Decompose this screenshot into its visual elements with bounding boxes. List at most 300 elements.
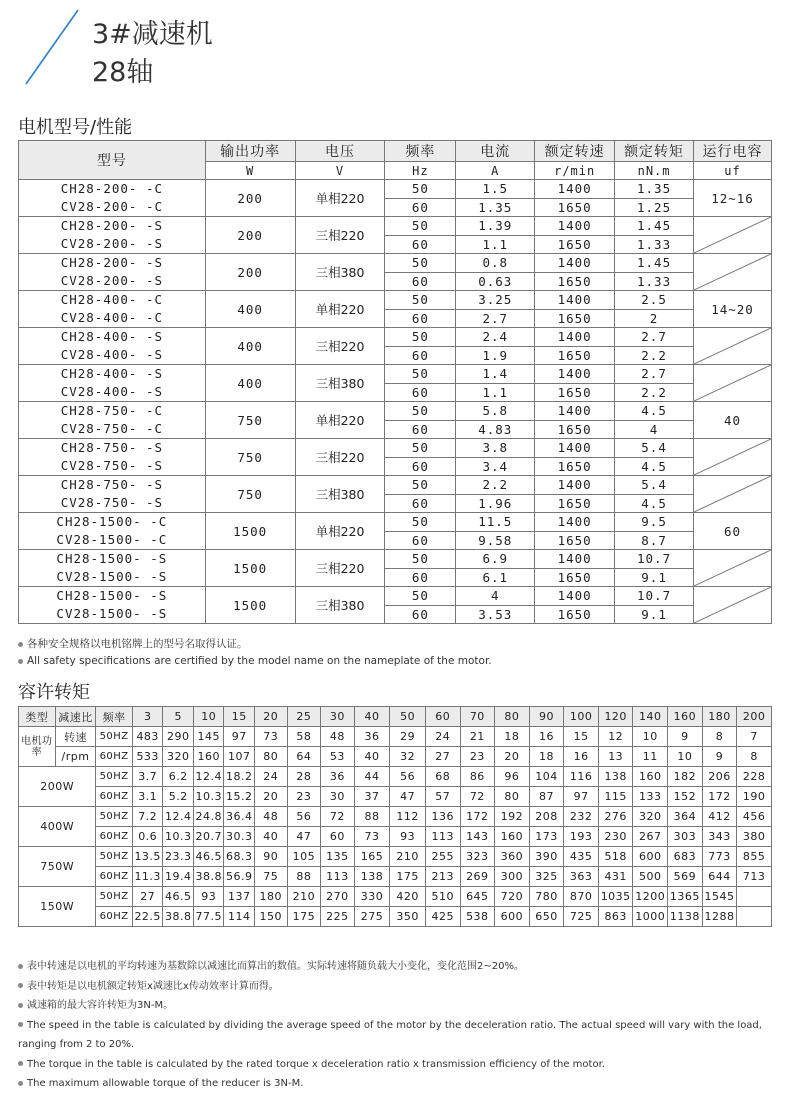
value-cell: 1.9 <box>456 346 535 365</box>
torque-value: 19.4 <box>163 867 194 887</box>
torque-row <box>19 827 772 847</box>
value-cell: 1.1 <box>456 383 535 402</box>
bullet-icon <box>18 964 23 969</box>
value-cell: 60 <box>385 383 456 402</box>
value-cell: 1650 <box>535 272 615 291</box>
torque-value: 68.3 <box>224 847 255 867</box>
torque-value: 3.1 <box>132 787 163 807</box>
model-name: CV28-200- -C <box>60 199 163 214</box>
torque-value: 37 <box>354 787 390 807</box>
torque-value: 255 <box>425 847 460 867</box>
speed-label: 转速 <box>55 727 96 747</box>
torque-value: 88 <box>287 867 321 887</box>
torque-value: 3.7 <box>132 767 163 787</box>
torque-value: 228 <box>737 767 772 787</box>
torque-value: 510 <box>425 887 460 907</box>
value-cell: 1650 <box>535 383 615 402</box>
torque-value: 10.3 <box>163 827 194 847</box>
value-cell: 2.7 <box>615 328 694 347</box>
value-cell: 60 <box>385 272 456 291</box>
value-cell: 1400 <box>535 328 615 347</box>
speed-value: 533 <box>132 747 163 767</box>
page-title: 3#减速机 <box>92 19 213 50</box>
torque-value: 38.8 <box>193 867 224 887</box>
ratio-cell: 50 <box>390 707 426 727</box>
allowable-torque-table <box>18 706 772 927</box>
unit-cell: Hz <box>385 162 456 180</box>
value-cell: 1.33 <box>615 272 694 291</box>
value-cell: 1400 <box>535 587 615 606</box>
speed-value: 97 <box>224 727 255 747</box>
value-cell: 4 <box>456 587 535 606</box>
bullet-icon <box>18 983 23 988</box>
value-cell: 3.8 <box>456 439 535 458</box>
ratio-cell: 70 <box>460 707 495 727</box>
value-cell: 1.1 <box>456 235 535 254</box>
value-cell: 50 <box>385 365 456 384</box>
speed-value: 16 <box>529 727 564 747</box>
note-item: 表中转速是以电机的平均转速为基数除以减速比而算出的数值。实际转速将随负载大小变化，变化范围2~20%。 <box>18 957 800 977</box>
torque-value: 780 <box>529 887 564 907</box>
speed-value: 80 <box>255 747 288 767</box>
speed-value: 483 <box>132 727 163 747</box>
value-cell: 1650 <box>535 494 615 513</box>
ratio-cell: 100 <box>564 707 599 727</box>
speed-value: 32 <box>390 747 426 767</box>
capacitor-na-cell <box>694 217 772 254</box>
torque-value: 350 <box>390 907 426 927</box>
model-name: CV28-200- -S <box>60 273 163 288</box>
speed-value: 24 <box>425 727 460 747</box>
torque-value: 275 <box>354 907 390 927</box>
capacitor-cell: 14~20 <box>694 291 772 328</box>
power-cell: 200 <box>205 254 295 291</box>
model-cell <box>19 291 206 328</box>
value-cell: 50 <box>385 439 456 458</box>
torque-value: 113 <box>321 867 355 887</box>
torque-value: 56 <box>287 807 321 827</box>
torque-value: 44 <box>354 767 390 787</box>
diagonal-line-icon <box>694 439 771 475</box>
model-cell <box>19 254 206 291</box>
value-cell: 4.83 <box>456 420 535 439</box>
torque-value: 56.9 <box>224 867 255 887</box>
torque-value: 104 <box>529 767 564 787</box>
power-cell: 1500 <box>205 513 295 550</box>
value-cell: 1650 <box>535 198 615 217</box>
torque-value <box>737 907 772 927</box>
value-cell: 1400 <box>535 217 615 236</box>
torque-value: 364 <box>668 807 703 827</box>
ratio-cell: 160 <box>668 707 703 727</box>
torque-value: 538 <box>460 907 495 927</box>
header-cell: 额定转矩 <box>615 141 694 162</box>
voltage-cell: 单相220 <box>295 513 385 550</box>
ratio-cell: 120 <box>598 707 633 727</box>
speed-row <box>19 747 772 767</box>
power-cell: 400 <box>205 328 295 365</box>
ratio-cell: 200 <box>737 707 772 727</box>
speed-value: 18 <box>529 747 564 767</box>
freq-cell: 50HZ <box>96 847 133 867</box>
value-cell: 3.4 <box>456 457 535 476</box>
value-cell: 6.9 <box>456 550 535 569</box>
capacitor-na-cell <box>694 587 772 624</box>
speed-value: 10 <box>668 747 703 767</box>
power-cell: 750 <box>205 402 295 439</box>
bullet-icon <box>18 1022 23 1027</box>
speed-value: 320 <box>163 747 194 767</box>
model-name: CH28-1500- -S <box>56 588 168 603</box>
freq-cell: 60HZ <box>96 867 133 887</box>
ratio-cell: 15 <box>224 707 255 727</box>
value-cell: 4 <box>615 420 694 439</box>
torque-value: 72 <box>460 787 495 807</box>
torque-value: 15.2 <box>224 787 255 807</box>
torque-value: 143 <box>460 827 495 847</box>
model-cell <box>19 476 206 513</box>
torque-value: 645 <box>460 887 495 907</box>
header-cell: 频率 <box>385 141 456 162</box>
model-name: CH28-400- -C <box>60 292 163 307</box>
torque-value: 86 <box>460 767 495 787</box>
header-ratio: 减速比 <box>55 707 96 727</box>
speed-value: 27 <box>425 747 460 767</box>
torque-value: 175 <box>390 867 426 887</box>
value-cell: 2.4 <box>456 328 535 347</box>
speed-value: 15 <box>564 727 599 747</box>
value-cell: 9.58 <box>456 531 535 550</box>
torque-value: 133 <box>633 787 668 807</box>
torque-value: 6.2 <box>163 767 194 787</box>
torque-value: 303 <box>668 827 703 847</box>
torque-value: 180 <box>255 887 288 907</box>
capacitor-na-cell <box>694 365 772 402</box>
torque-value: 323 <box>460 847 495 867</box>
torque-value: 137 <box>224 887 255 907</box>
speed-value: 36 <box>354 727 390 747</box>
capacitor-na-cell <box>694 328 772 365</box>
torque-value: 269 <box>460 867 495 887</box>
value-cell: 50 <box>385 476 456 495</box>
torque-value: 773 <box>702 847 737 867</box>
capacitor-cell: 40 <box>694 402 772 439</box>
torque-value: 160 <box>633 767 668 787</box>
torque-value: 420 <box>390 887 426 907</box>
torque-value: 90 <box>255 847 288 867</box>
freq-cell: 60HZ <box>96 787 133 807</box>
model-name: CV28-750- -C <box>60 421 163 436</box>
speed-value: 11 <box>633 747 668 767</box>
motor-spec-table <box>18 140 772 624</box>
torque-row <box>19 847 772 867</box>
power-cell: 1500 <box>205 550 295 587</box>
torque-value: 360 <box>495 847 530 867</box>
value-cell: 1650 <box>535 420 615 439</box>
model-name: CV28-400- -C <box>60 310 163 325</box>
torque-value: 270 <box>321 887 355 907</box>
unit-cell: A <box>456 162 535 180</box>
torque-value: 36.4 <box>224 807 255 827</box>
note-item: The torque in the table is calculated by the rated torque x deceleration ratio x transmission efficiency of the motor. <box>18 1055 800 1075</box>
power-cell: 750 <box>205 476 295 513</box>
torque-value: 225 <box>321 907 355 927</box>
unit-cell: V <box>295 162 385 180</box>
voltage-cell: 三相220 <box>295 217 385 254</box>
torque-value: 165 <box>354 847 390 867</box>
torque-value: 267 <box>633 827 668 847</box>
power-group-label: 750W <box>19 847 96 887</box>
value-cell: 1.33 <box>615 235 694 254</box>
ratio-cell: 60 <box>425 707 460 727</box>
diagonal-line-icon <box>694 254 771 290</box>
model-name: CV28-1500- -S <box>56 606 168 621</box>
spec-row <box>19 439 772 458</box>
value-cell: 1.35 <box>456 198 535 217</box>
speed-value: 7 <box>737 727 772 747</box>
torque-value: 1545 <box>702 887 737 907</box>
torque-value: 135 <box>321 847 355 867</box>
torque-value: 213 <box>425 867 460 887</box>
torque-value: 88 <box>354 807 390 827</box>
model-name: CH28-1500- -S <box>56 551 168 566</box>
torque-value: 40 <box>255 827 288 847</box>
value-cell: 2.7 <box>456 309 535 328</box>
torque-value: 23 <box>287 787 321 807</box>
model-name: CH28-200- -S <box>60 218 163 233</box>
power-cell: 400 <box>205 291 295 328</box>
value-cell: 4.5 <box>615 494 694 513</box>
note-item: All safety specifications are certified by the model name on the nameplate of the motor. <box>18 653 492 670</box>
torque-value: 1000 <box>633 907 668 927</box>
torque-row <box>19 767 772 787</box>
torque-value: 330 <box>354 887 390 907</box>
value-cell: 1.45 <box>615 217 694 236</box>
speed-value: 58 <box>287 727 321 747</box>
value-cell: 1.39 <box>456 217 535 236</box>
torque-value: 20 <box>255 787 288 807</box>
value-cell: 1.25 <box>615 198 694 217</box>
value-cell: 1400 <box>535 439 615 458</box>
torque-value: 412 <box>702 807 737 827</box>
torque-value: 173 <box>529 827 564 847</box>
speed-value: 12 <box>598 727 633 747</box>
value-cell: 1650 <box>535 531 615 550</box>
torque-value: 600 <box>495 907 530 927</box>
value-cell: 1400 <box>535 550 615 569</box>
value-cell: 1650 <box>535 235 615 254</box>
capacitor-na-cell <box>694 439 772 476</box>
torque-value: 210 <box>287 887 321 907</box>
page-subtitle: 28轴 <box>92 57 154 88</box>
torque-value: 113 <box>425 827 460 847</box>
value-cell: 11.5 <box>456 513 535 532</box>
model-cell <box>19 217 206 254</box>
value-cell: 5.8 <box>456 402 535 421</box>
torque-value: 116 <box>564 767 599 787</box>
torque-value: 150 <box>255 907 288 927</box>
torque-value: 36 <box>321 767 355 787</box>
voltage-cell: 三相220 <box>295 439 385 476</box>
spec-row <box>19 328 772 347</box>
power-cell: 750 <box>205 439 295 476</box>
torque-value: 343 <box>702 827 737 847</box>
diagonal-line-icon <box>694 328 771 364</box>
value-cell: 1.96 <box>456 494 535 513</box>
capacitor-cell: 12~16 <box>694 180 772 217</box>
torque-value: 87 <box>529 787 564 807</box>
diagonal-line-icon <box>694 587 771 623</box>
power-group-label: 400W <box>19 807 96 847</box>
section-title-allowable-torque: 容许转矩 <box>18 682 90 703</box>
value-cell: 3.25 <box>456 291 535 310</box>
torque-value: 115 <box>598 787 633 807</box>
model-cell <box>19 587 206 624</box>
torque-value: 325 <box>529 867 564 887</box>
value-cell: 50 <box>385 550 456 569</box>
spec-row <box>19 291 772 310</box>
value-cell: 1.35 <box>615 180 694 199</box>
torque-value: 60 <box>321 827 355 847</box>
value-cell: 60 <box>385 346 456 365</box>
value-cell: 5.4 <box>615 476 694 495</box>
model-name: CH28-750- -C <box>60 403 163 418</box>
torque-value: 870 <box>564 887 599 907</box>
value-cell: 50 <box>385 254 456 273</box>
value-cell: 2.5 <box>615 291 694 310</box>
value-cell: 1400 <box>535 180 615 199</box>
header-type: 类型 <box>19 707 56 727</box>
torque-value: 725 <box>564 907 599 927</box>
spec-row <box>19 550 772 569</box>
value-cell: 1400 <box>535 365 615 384</box>
torque-row <box>19 807 772 827</box>
voltage-cell: 三相220 <box>295 550 385 587</box>
freq-cell: 50HZ <box>96 887 133 907</box>
header-freq: 频率 <box>96 707 133 727</box>
speed-value: 48 <box>321 727 355 747</box>
torque-value: 1138 <box>668 907 703 927</box>
torque-value: 650 <box>529 907 564 927</box>
value-cell: 60 <box>385 457 456 476</box>
value-cell: 1400 <box>535 476 615 495</box>
capacitor-cell: 60 <box>694 513 772 550</box>
power-cell: 1500 <box>205 587 295 624</box>
spec-row <box>19 254 772 273</box>
speed-value: 29 <box>390 727 426 747</box>
torque-value: 182 <box>668 767 703 787</box>
ratio-cell: 10 <box>193 707 224 727</box>
torque-value: 518 <box>598 847 633 867</box>
value-cell: 5.4 <box>615 439 694 458</box>
value-cell: 9.1 <box>615 605 694 624</box>
torque-value: 30.3 <box>224 827 255 847</box>
value-cell: 10.7 <box>615 587 694 606</box>
value-cell: 60 <box>385 568 456 587</box>
value-cell: 50 <box>385 513 456 532</box>
accent-slash-graphic <box>0 0 90 90</box>
torque-notes <box>18 957 800 1094</box>
freq-cell: 60HZ <box>96 747 133 767</box>
torque-value: 138 <box>598 767 633 787</box>
model-cell <box>19 365 206 402</box>
value-cell: 4.5 <box>615 402 694 421</box>
model-name: CH28-400- -S <box>60 329 163 344</box>
torque-value: 190 <box>737 787 772 807</box>
bullet-icon <box>18 642 23 647</box>
value-cell: 1400 <box>535 291 615 310</box>
model-cell <box>19 513 206 550</box>
value-cell: 60 <box>385 605 456 624</box>
model-name: CH28-400- -S <box>60 366 163 381</box>
torque-value: 80 <box>495 787 530 807</box>
value-cell: 1650 <box>535 309 615 328</box>
voltage-cell: 三相380 <box>295 587 385 624</box>
voltage-cell: 三相380 <box>295 476 385 513</box>
ratio-cell: 140 <box>633 707 668 727</box>
bullet-icon <box>18 1003 23 1008</box>
voltage-cell: 三相220 <box>295 328 385 365</box>
torque-value: 93 <box>193 887 224 907</box>
spec-row <box>19 513 772 532</box>
torque-value: 47 <box>287 827 321 847</box>
value-cell: 2.7 <box>615 365 694 384</box>
speed-value: 160 <box>193 747 224 767</box>
speed-value: 107 <box>224 747 255 767</box>
model-name: CH28-200- -C <box>60 181 163 196</box>
torque-value: 11.3 <box>132 867 163 887</box>
torque-value: 210 <box>390 847 426 867</box>
note-item: 表中转矩是以电机额定转矩x减速比x传动效率计算而得。 <box>18 977 800 997</box>
torque-value: 46.5 <box>193 847 224 867</box>
torque-value: 855 <box>737 847 772 867</box>
freq-cell: 60HZ <box>96 827 133 847</box>
speed-value: 21 <box>460 727 495 747</box>
bullet-icon <box>18 1081 23 1086</box>
torque-value: 683 <box>668 847 703 867</box>
torque-value: 1365 <box>668 887 703 907</box>
freq-cell: 50HZ <box>96 807 133 827</box>
header-model: 型号 <box>19 141 206 180</box>
torque-value: 206 <box>702 767 737 787</box>
freq-cell: 50HZ <box>96 767 133 787</box>
torque-value: 22.5 <box>132 907 163 927</box>
torque-value: 300 <box>495 867 530 887</box>
value-cell: 3.53 <box>456 605 535 624</box>
value-cell: 6.1 <box>456 568 535 587</box>
torque-value: 192 <box>495 807 530 827</box>
torque-value: 1035 <box>598 887 633 907</box>
capacitor-na-cell <box>694 550 772 587</box>
spec-row <box>19 402 772 421</box>
value-cell: 2 <box>615 309 694 328</box>
torque-value: 73 <box>354 827 390 847</box>
ratio-cell: 20 <box>255 707 288 727</box>
value-cell: 1.4 <box>456 365 535 384</box>
speed-value: 23 <box>460 747 495 767</box>
value-cell: 60 <box>385 531 456 550</box>
speed-row <box>19 727 772 747</box>
ratio-cell: 80 <box>495 707 530 727</box>
torque-value: 136 <box>425 807 460 827</box>
value-cell: 50 <box>385 217 456 236</box>
unit-cell: nN.m <box>615 162 694 180</box>
header-cell: 电压 <box>295 141 385 162</box>
torque-value: 38.8 <box>163 907 194 927</box>
header-cell: 额定转速 <box>535 141 615 162</box>
speed-value: 40 <box>354 747 390 767</box>
torque-value: 431 <box>598 867 633 887</box>
